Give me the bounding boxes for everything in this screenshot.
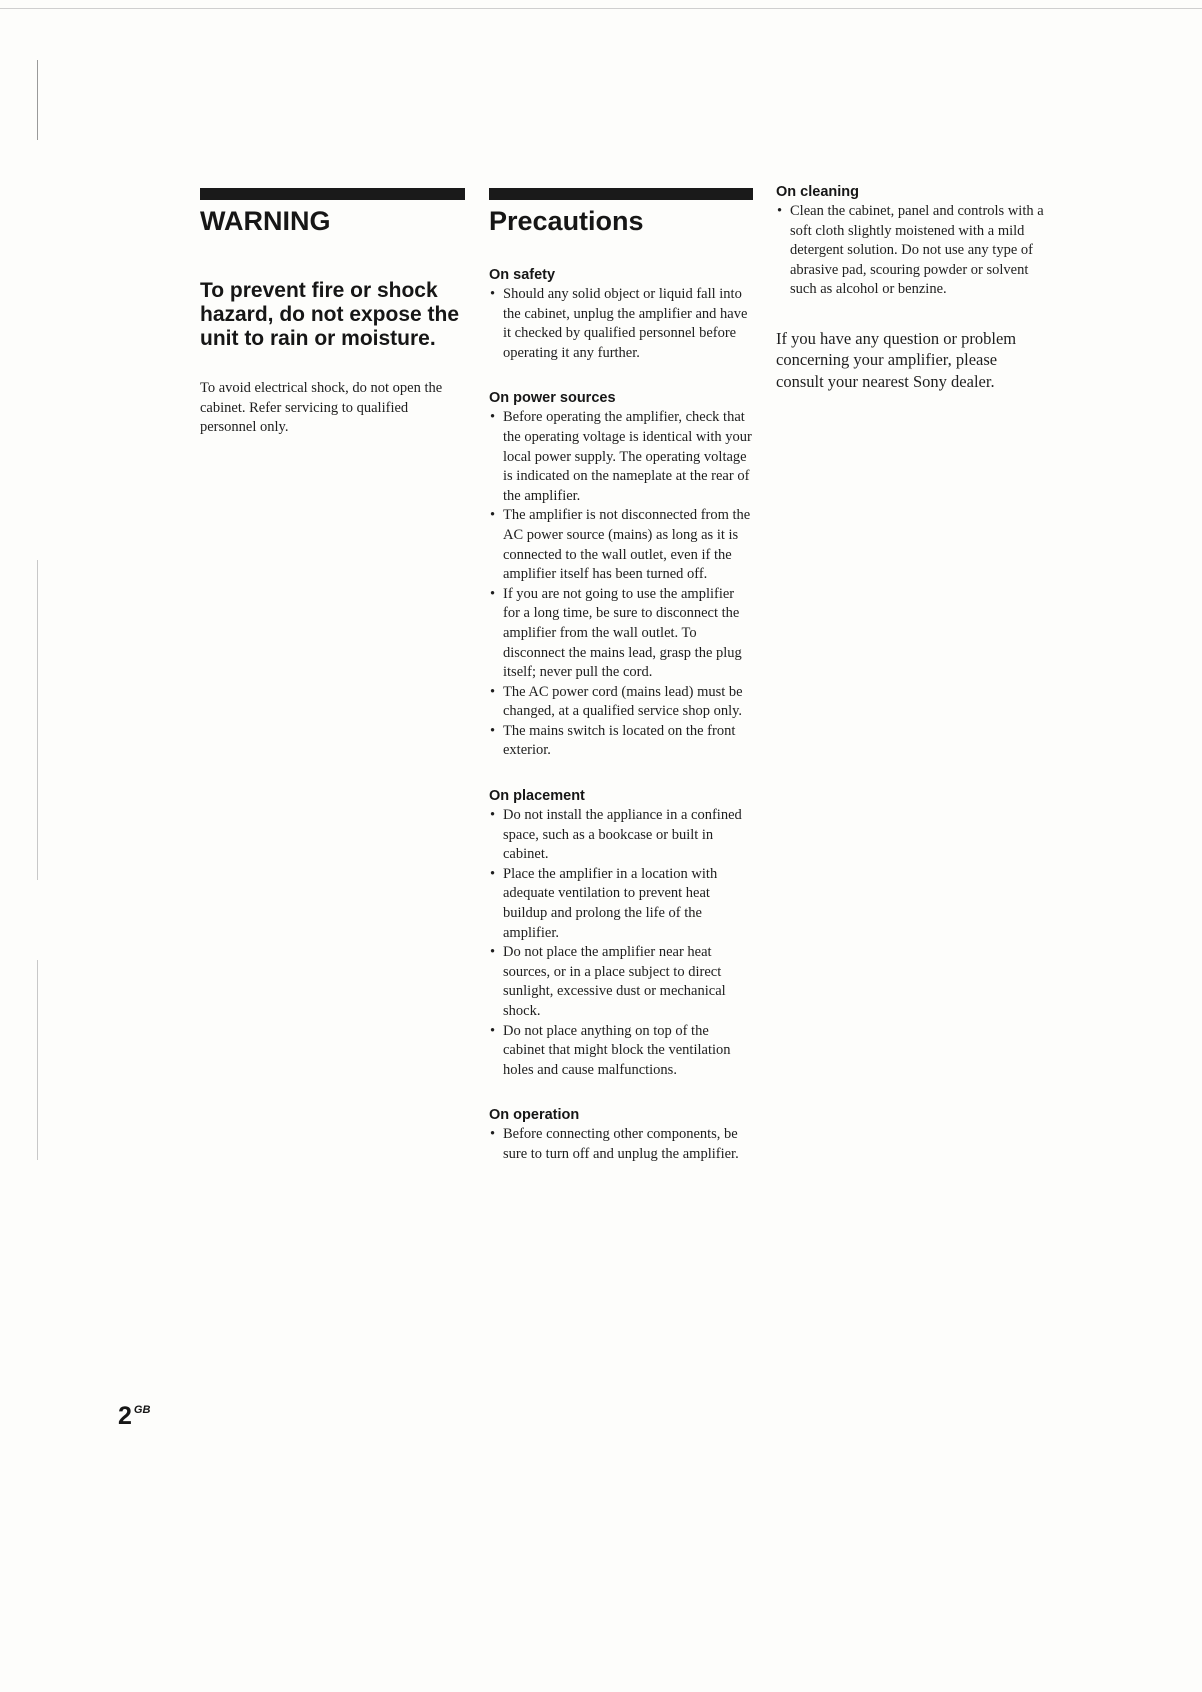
scan-left-edge [37, 560, 38, 880]
list-item: • Should any solid object or liquid fall into the cabinet, unplug the amplifier and have it checked by qualified personnel before operating it any further. [489, 285, 753, 363]
precautions-column [489, 188, 753, 1165]
list-item: • Do not place anything on top of the cabinet that might block the ventilation holes and cause malfunctions. [489, 1022, 753, 1081]
cleaning-column [776, 183, 1046, 392]
list-item: • Do not place the amplifier near heat sources, or in a place subject to direct sunlight, excessive dust or mechanical shock. [489, 943, 753, 1021]
scan-left-edge [37, 60, 38, 140]
warning-column [200, 188, 465, 438]
closing-note: If you have any question or problem concerning your amplifier, please consult your nearest Sony dealer. [776, 328, 1017, 391]
section-heading: On safety [489, 267, 556, 283]
list-item: • The amplifier is not disconnected from the AC power source (mains) as long as it is connected to the wall outlet, even if the amplifier itself has been turned off. [489, 506, 753, 584]
list-item: • Before operating the amplifier, check that the operating voltage is identical with your local power supply. The operating voltage is indicated on the nameplate at the rear of the amplifier. [489, 408, 753, 506]
precautions-title: Precautions [489, 206, 644, 236]
section-heading: On power sources [489, 390, 616, 407]
bullet-list [489, 806, 753, 1080]
warning-subheading: To prevent fire or shock hazard, do not expose the unit to rain or moisture. [200, 279, 460, 350]
list-item: • Do not install the appliance in a confined space, such as a bookcase or built in cabinet. [489, 806, 753, 865]
warning-body: To avoid electrical shock, do not open the cabinet. Refer servicing to qualified personnel only. [200, 380, 443, 435]
list-item: • If you are not going to use the amplifier for a long time, be sure to disconnect the amplifier from the wall outlet. To disconnect the mains lead, grasp the plug itself; never pull the cord. [489, 585, 753, 683]
section-heading: On placement [489, 788, 585, 805]
scan-top-edge [0, 8, 1202, 9]
list-item: • Clean the cabinet, panel and controls with a soft cloth slightly moistened with a mild detergent solution. Do not use any type of abrasive pad, scouring powder or solvent such as alcohol or benzine. [776, 202, 1046, 300]
section-on-safety [489, 266, 753, 363]
bullet-list [489, 285, 753, 363]
bullet-list [489, 1125, 753, 1164]
section-on-placement [489, 787, 753, 1080]
scan-left-edge [37, 960, 38, 1160]
page-number [118, 1402, 150, 1431]
section-heading: On cleaning [776, 184, 859, 200]
page-number-suffix: GB [133, 1404, 151, 1416]
list-item: • Before connecting other components, be sure to turn off and unplug the amplifier. [489, 1125, 753, 1164]
list-item: • Place the amplifier in a location with adequate ventilation to prevent heat buildup and prolong the life of the amplifier. [489, 865, 753, 943]
bullet-list [776, 202, 1046, 300]
warning-title: WARNING [200, 206, 331, 236]
section-on-operation [489, 1106, 753, 1164]
warning-rule [200, 188, 465, 200]
section-on-power-sources [489, 389, 753, 761]
page-number-value: 2 [118, 1402, 132, 1430]
bullet-list [489, 408, 753, 761]
section-heading: On operation [489, 1107, 580, 1124]
list-item: • The AC power cord (mains lead) must be changed, at a qualified service shop only. [489, 683, 753, 722]
list-item: • The mains switch is located on the front exterior. [489, 722, 753, 761]
precautions-rule [489, 188, 753, 200]
